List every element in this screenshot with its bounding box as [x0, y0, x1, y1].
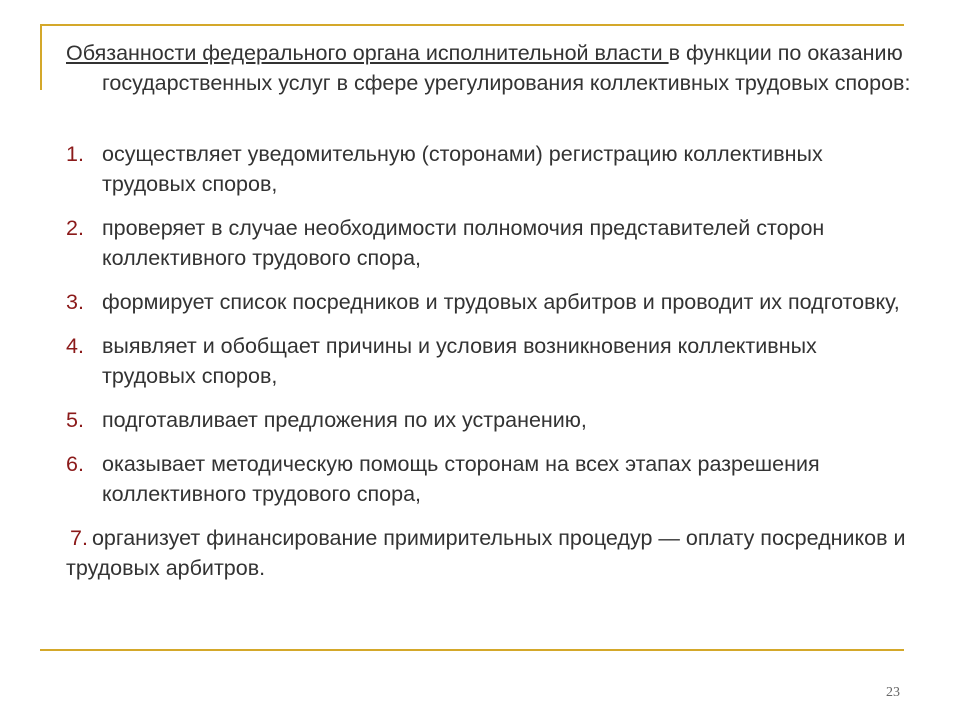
item-text: оказывает методическую помощь сторонам на всех этапах разрешения коллективного трудового спора,	[102, 452, 820, 506]
intro-paragraph	[66, 38, 916, 98]
slide-content	[66, 38, 916, 605]
intro-rest-text: в функции по оказанию государственных услуг в сфере урегулирования коллективных трудовых споров:	[102, 41, 911, 95]
item-text: подготавливает предложения по их устранению,	[102, 408, 587, 432]
last-list-item	[66, 523, 916, 583]
item-text: осуществляет уведомительную (сторонами) регистрацию коллективных трудовых споров,	[102, 142, 823, 196]
item-number: 1.	[66, 142, 84, 166]
list-item	[66, 449, 916, 509]
page-number: 23	[886, 685, 900, 700]
left-rule	[40, 24, 42, 90]
list-item	[66, 213, 916, 273]
item-text: формирует список посредников и трудовых арбитров и проводит их подготовку,	[102, 290, 900, 314]
item-number: 4.	[66, 334, 84, 358]
item-number: 5.	[66, 408, 84, 432]
item-number: 7.	[70, 526, 88, 550]
list-item	[66, 139, 916, 199]
list-item	[66, 405, 916, 435]
item-text: проверяет в случае необходимости полномочия представителей сторон коллективного трудового спора,	[102, 216, 825, 270]
intro-underlined-text: Обязанности федерального органа исполнительной власти	[66, 41, 669, 65]
duties-list	[66, 139, 916, 509]
item-text: организует финансирование примирительных процедур — оплату посредников и трудовых арбитров.	[66, 526, 906, 580]
item-number: 3.	[66, 290, 84, 314]
item-number: 2.	[66, 216, 84, 240]
list-item	[66, 331, 916, 391]
list-item	[66, 287, 916, 317]
bottom-rule	[40, 649, 904, 651]
top-rule	[40, 24, 904, 26]
item-text: выявляет и обобщает причины и условия возникновения коллективных трудовых споров,	[102, 334, 817, 388]
item-number: 6.	[66, 452, 84, 476]
